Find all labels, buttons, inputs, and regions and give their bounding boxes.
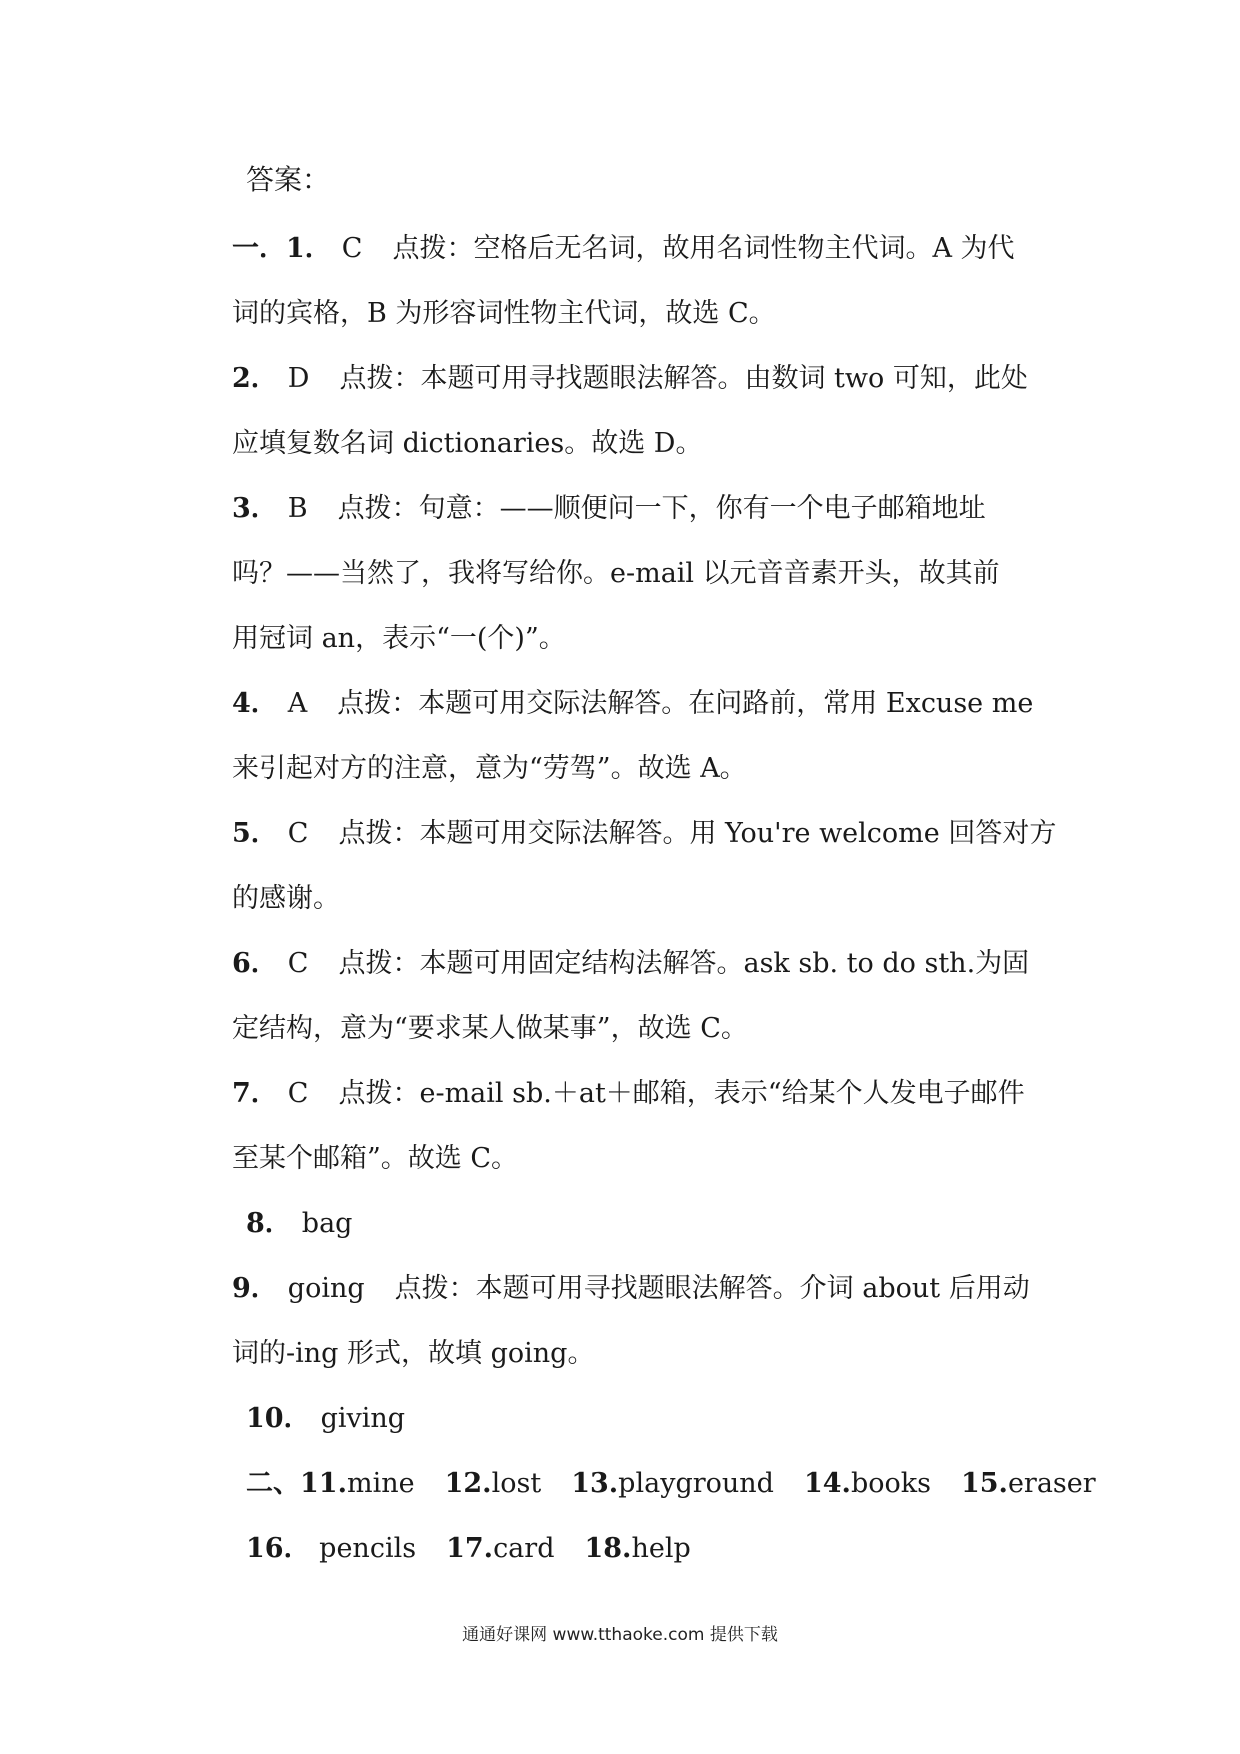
item-number: 7．	[232, 1078, 278, 1109]
item-answer: C	[287, 1078, 309, 1109]
item-explanation: 点拨：句意：——顺便问一下，你有一个电子邮箱地址	[337, 493, 986, 524]
section2-word: eraser	[1007, 1468, 1096, 1499]
section2-answer	[445, 1468, 542, 1499]
item-explanation: 用冠词 an，表示“一(个)”。	[232, 623, 566, 654]
section2-word: lost	[491, 1468, 542, 1499]
answer-line	[232, 1126, 1052, 1191]
answer-line	[232, 281, 1052, 346]
section2-number: 16．	[246, 1533, 311, 1564]
item-number: 10．	[246, 1403, 311, 1434]
item-number: 2．	[232, 363, 278, 394]
section2-answer	[300, 1468, 415, 1499]
answer-line	[232, 736, 1052, 801]
answer-line	[232, 1386, 1052, 1451]
item-answer: C	[287, 948, 309, 979]
answer-line	[232, 606, 1052, 671]
item-explanation: 吗？——当然了，我将写给你。e-mail 以元音音素开头，故其前	[232, 558, 1000, 589]
item-answer: bag	[301, 1208, 353, 1239]
item-number: 8．	[246, 1208, 292, 1239]
answer-line	[232, 216, 1052, 281]
answer-line	[232, 346, 1052, 411]
item-number: 5．	[232, 818, 278, 849]
footer-watermark: 通通好课网 www.tthaoke.com 提供下载	[462, 1625, 778, 1645]
item-explanation: 至某个邮箱”。故选 C。	[232, 1143, 519, 1174]
section2-number: 17.	[446, 1533, 494, 1564]
item-answer: D	[287, 363, 310, 394]
item-answer: C	[287, 818, 309, 849]
item-number: 4．	[232, 688, 278, 719]
item-answer: C	[341, 233, 363, 264]
section2-word: pencils	[319, 1533, 417, 1564]
section2-row	[232, 1451, 1096, 1516]
answer-line	[232, 1191, 1052, 1256]
item-explanation: 点拨：e-mail sb.＋at＋邮箱，表示“给某个人发电子邮件	[338, 1078, 1025, 1109]
section2-answer	[571, 1468, 774, 1499]
item-answer: giving	[320, 1403, 406, 1434]
item-answer: B	[287, 493, 308, 524]
section2-answer	[446, 1533, 554, 1564]
answer-line	[232, 931, 1052, 996]
answer-line	[232, 1321, 1052, 1386]
item-number: 9．	[232, 1273, 278, 1304]
item-number: 6．	[232, 948, 278, 979]
section2-word: playground	[618, 1468, 774, 1499]
section2-word: mine	[346, 1468, 415, 1499]
section2-number: 14.	[803, 1468, 851, 1499]
answer-line	[232, 671, 1052, 736]
answer-line	[232, 996, 1052, 1061]
answer-line	[232, 1061, 1052, 1126]
section2-prefix: 二、	[246, 1468, 300, 1499]
item-explanation: 点拨：本题可用寻找题眼法解答。由数词 two 可知，此处	[339, 363, 1028, 394]
item-explanation: 点拨：本题可用交际法解答。在问路前，常用 Excuse me	[337, 688, 1034, 719]
item-answer: A	[287, 688, 308, 719]
item-answer: going	[287, 1273, 365, 1304]
item-explanation: 点拨：空格后无名词，故用名词性物主代词。A 为代	[392, 233, 1015, 264]
section2-answer	[961, 1468, 1096, 1499]
item-number: 一．1．	[232, 233, 332, 264]
section2-number: 18.	[584, 1533, 632, 1564]
item-explanation: 定结构，意为“要求某人做某事”，故选 C。	[232, 1013, 748, 1044]
section2-word: help	[631, 1533, 691, 1564]
section2-answer	[804, 1468, 931, 1499]
answer-line	[232, 476, 1052, 541]
section2-number: 12.	[444, 1468, 492, 1499]
item-number: 3．	[232, 493, 278, 524]
answer-line	[232, 801, 1057, 866]
section2-answer	[584, 1533, 690, 1564]
answer-line	[232, 411, 1052, 476]
answer-line	[232, 541, 1052, 606]
item-explanation: 点拨：本题可用交际法解答。用 You're welcome 回答对方	[338, 818, 1057, 849]
item-explanation: 点拨：本题可用固定结构法解答。ask sb. to do sth.为固	[338, 948, 1030, 979]
item-explanation: 来引起对方的注意，意为“劳驾”。故选 A。	[232, 753, 747, 784]
answer-line	[232, 866, 1052, 931]
item-explanation: 的感谢。	[232, 883, 340, 914]
section2-number: 13.	[571, 1468, 619, 1499]
section2-number: 11.	[300, 1468, 347, 1499]
section2-word: books	[850, 1468, 931, 1499]
item-explanation: 词的宾格，B 为形容词性物主代词，故选 C。	[232, 298, 776, 329]
answer-list	[232, 216, 1096, 1581]
section2-answer	[246, 1533, 416, 1564]
answer-heading: 答案：	[246, 163, 331, 196]
section2-word: card	[493, 1533, 555, 1564]
answer-line	[232, 1256, 1052, 1321]
item-explanation: 词的-ing 形式，故填 going。	[232, 1338, 595, 1369]
item-explanation: 点拨：本题可用寻找题眼法解答。介词 about 后用动	[394, 1273, 1030, 1304]
section2-number: 15.	[960, 1468, 1008, 1499]
section2-row	[232, 1516, 1052, 1581]
item-explanation: 应填复数名词 dictionaries。故选 D。	[232, 428, 703, 459]
